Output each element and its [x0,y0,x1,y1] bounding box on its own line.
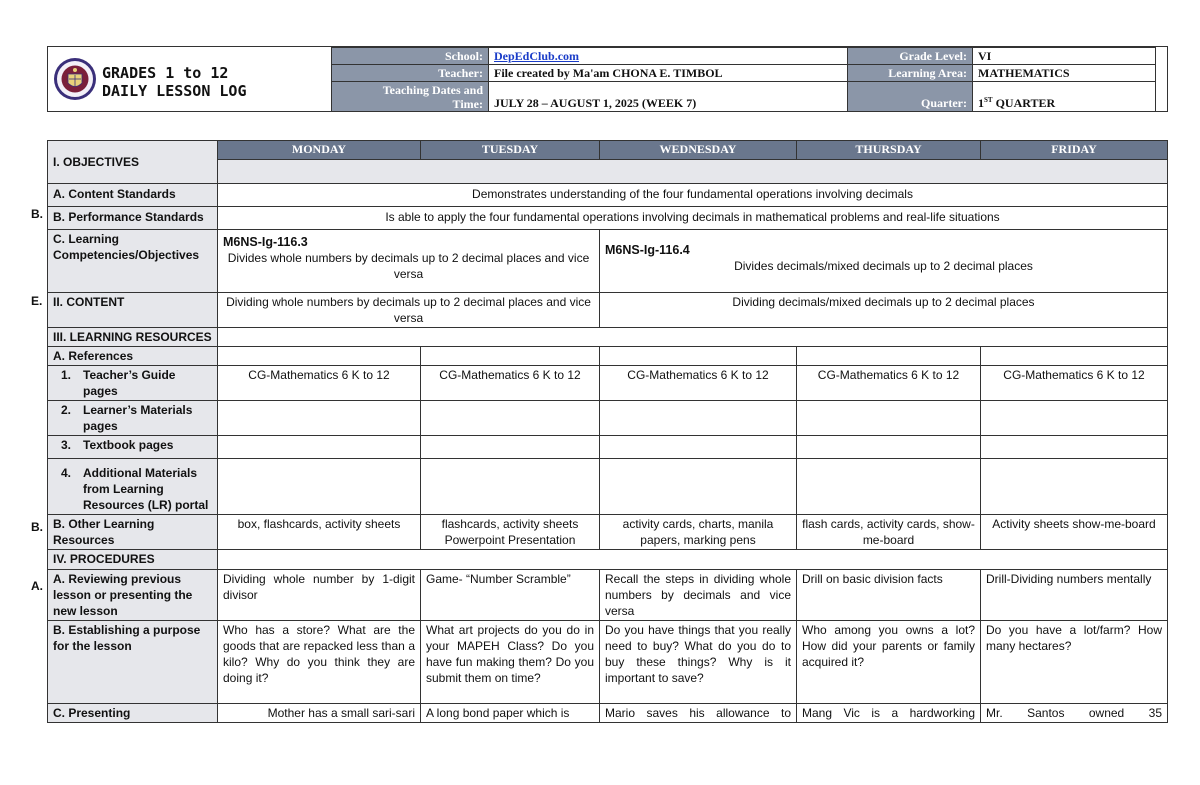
margin-marker-e: E. [31,294,43,308]
quarter-value [973,82,1156,112]
quarter-label: Quarter: [848,82,973,112]
reviewing-tue: Game- “Number Scramble” [421,570,600,621]
reviewing-label: A. Reviewing previous lesson or presenting the new lesson [48,570,218,621]
school-label: School: [332,48,489,65]
learners-materials-label [48,401,218,436]
day-header-monday: MONDAY [218,141,421,160]
learners-materials-thu [797,401,981,436]
references-label: A. References [48,347,218,366]
learners-materials-mon [218,401,421,436]
teaching-dates-value: JULY 28 – AUGUST 1, 2025 (WEEK 7) [489,82,848,112]
other-resources-fri: Activity sheets show-me-board [981,515,1168,550]
additional-materials-tue [421,459,600,515]
procedures-label: IV. PROCEDURES [48,550,218,570]
teacher-value: File created by Ma'am CHONA E. TIMBOL [489,65,848,82]
grade-level-value: VI [973,48,1156,65]
content-standards-label: A. Content Standards [48,184,218,207]
content-value-wed-fri: Dividing decimals/mixed decimals up to 2 decimal places [600,293,1168,328]
teachers-guide-label [48,366,218,401]
purpose-label: B. Establishing a purpose for the lesson [48,621,218,704]
teacher-label: Teacher: [332,65,489,82]
performance-standards-label: B. Performance Standards [48,207,218,230]
learning-area-value: MATHEMATICS [973,65,1156,82]
learners-materials-wed [600,401,797,436]
teachers-guide-text: Teacher’s Guide pages [83,368,176,398]
additional-materials-label [48,459,218,515]
quarter-word: QUARTER [995,96,1056,110]
reviewing-mon: Dividing whole number by 1-digit divisor [218,570,421,621]
learners-materials-fri [981,401,1168,436]
teachers-guide-thu: CG-Mathematics 6 K to 12 [797,366,981,401]
additional-materials-text: Additional Materials from Learning Resources (LR) portal [83,466,209,512]
learners-materials-num: 2. [61,403,72,417]
objectives-heading: I. OBJECTIVES [48,141,218,184]
references-mon [218,347,421,366]
presenting-thu: Mang Vic is a hardworking [797,704,981,723]
teachers-guide-fri: CG-Mathematics 6 K to 12 [981,366,1168,401]
teachers-guide-num: 1. [61,368,72,382]
content-standards-value: Demonstrates understanding of the four fundamental operations involving decimals [218,184,1168,207]
learners-materials-tue [421,401,600,436]
competency-mon-tue [218,230,600,293]
presenting-tue: A long bond paper which is [421,704,600,723]
competency-text-2: Divides decimals/mixed decimals up to 2 decimal places [734,259,1033,273]
purpose-wed: Do you have things that you really need to buy? What do you do to buy these things? Why is it important to save? [600,621,797,704]
school-value[interactable] [489,48,848,65]
other-resources-wed: activity cards, charts, manila papers, marking pens [600,515,797,550]
competency-code-2: M6NS-Ig-116.4 [605,243,690,257]
competency-wed-fri [600,230,1168,293]
learning-area-label: Learning Area: [848,65,973,82]
reviewing-fri: Drill-Dividing numbers mentally [981,570,1168,621]
other-resources-label: B. Other Learning Resources [48,515,218,550]
header-title-line1: GRADES 1 to 12 [102,64,229,82]
textbook-pages-mon [218,436,421,459]
references-thu [797,347,981,366]
learning-resources-blank [218,328,1168,347]
presenting-wed: Mario saves his allowance to [600,704,797,723]
teachers-guide-tue: CG-Mathematics 6 K to 12 [421,366,600,401]
content-value-mon-tue: Dividing whole numbers by decimals up to 2 decimal places and vice versa [218,293,600,328]
textbook-pages-text: Textbook pages [83,438,174,452]
procedures-blank [218,550,1168,570]
textbook-pages-tue [421,436,600,459]
competency-code-1: M6NS-Ig-116.3 [223,235,308,249]
textbook-pages-num: 3. [61,438,72,452]
other-resources-mon: box, flashcards, activity sheets [218,515,421,550]
textbook-pages-thu [797,436,981,459]
textbook-pages-label [48,436,218,459]
reviewing-thu: Drill on basic division facts [797,570,981,621]
purpose-fri: Do you have a lot/farm? How many hectares? [981,621,1168,704]
content-label: II. CONTENT [48,293,218,328]
learners-materials-text: Learner’s Materials pages [83,403,193,433]
quarter-suffix: ST [984,96,993,104]
lesson-log-table [47,140,1168,723]
day-header-thursday: THURSDAY [797,141,981,160]
competency-text-1: Divides whole numbers by decimals up to 2 decimal places and vice versa [227,251,590,281]
margin-marker-a: A. [31,579,43,593]
other-resources-thu: flash cards, activity cards, show-me-board [797,515,981,550]
day-header-friday: FRIDAY [981,141,1168,160]
competencies-label: C. Learning Competencies/Objectives [48,230,218,293]
references-fri [981,347,1168,366]
purpose-thu: Who among you owns a lot? How did your parents or family acquired it? [797,621,981,704]
margin-marker-b1: B. [31,207,43,221]
objectives-blank-band [218,159,1168,183]
textbook-pages-fri [981,436,1168,459]
presenting-fri: Mr. Santos owned 35 [981,704,1168,723]
teaching-dates-label [332,82,489,112]
lesson-log-header [47,46,1168,112]
day-header-wednesday: WEDNESDAY [600,141,797,160]
school-link[interactable]: DepEdClub.com [494,48,580,63]
additional-materials-fri [981,459,1168,515]
header-title-line2: DAILY LESSON LOG [102,82,247,100]
header-title-box [48,47,331,111]
additional-materials-wed [600,459,797,515]
purpose-mon: Who has a store? What are the goods that are repacked less than a kilo? Why do you think they are doing it? [218,621,421,704]
quarter-number: 1 [978,96,984,110]
teaching-dates-label-line1: Teaching Dates and [382,83,483,97]
performance-standards-value: Is able to apply the four fundamental operations involving decimals in mathematical problems and real-life situations [218,207,1168,230]
additional-materials-thu [797,459,981,515]
presenting-mon: Mother has a small sari-sari [218,704,421,723]
other-resources-tue: flashcards, activity sheets Powerpoint Presentation [421,515,600,550]
teachers-guide-wed: CG-Mathematics 6 K to 12 [600,366,797,401]
grade-level-label: Grade Level: [848,48,973,65]
teachers-guide-mon: CG-Mathematics 6 K to 12 [218,366,421,401]
additional-materials-mon [218,459,421,515]
reviewing-wed: Recall the steps in dividing whole numbers by decimals and vice versa [600,570,797,621]
references-wed [600,347,797,366]
references-tue [421,347,600,366]
textbook-pages-wed [600,436,797,459]
margin-marker-b2: B. [31,520,43,534]
header-info-grid [331,47,1156,112]
presenting-label: C. Presenting [48,704,218,723]
day-header-tuesday: TUESDAY [421,141,600,160]
deped-seal-icon [53,57,97,101]
teaching-dates-label-line2: Time: [452,97,483,111]
purpose-tue: What art projects do you do in your MAPEH Class? Do you have fun making them? Do you submit them on time? [421,621,600,704]
learning-resources-label: III. LEARNING RESOURCES [48,328,218,347]
additional-materials-num: 4. [61,466,72,480]
